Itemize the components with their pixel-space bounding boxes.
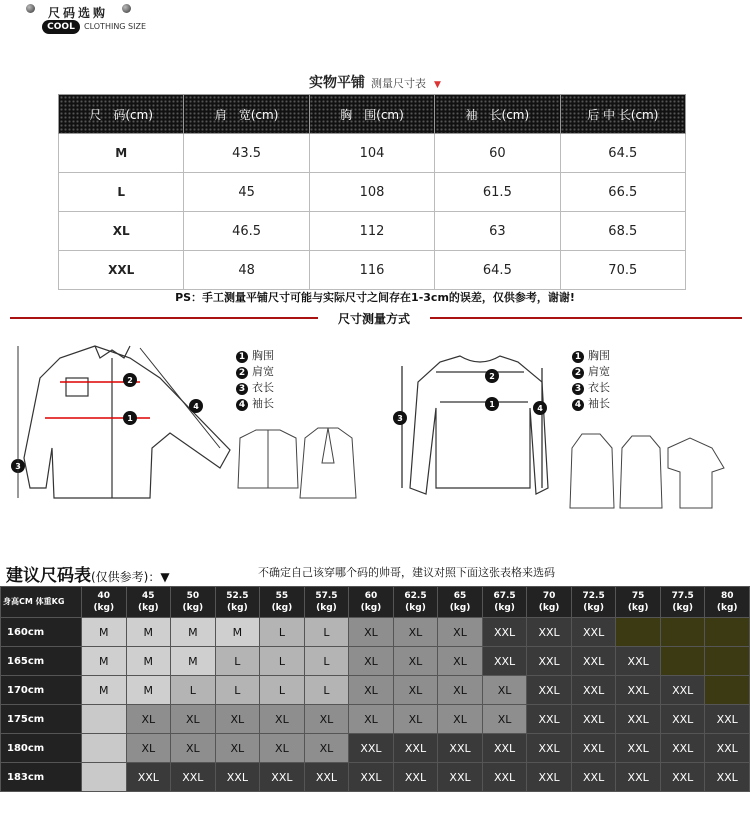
size-cell: M [126,676,171,705]
value-cell: 63 [435,212,560,251]
size-cell: L [260,676,305,705]
size-cell: XXL [482,763,527,792]
table-row [1,734,750,763]
cool-badge: COOL [42,20,80,34]
legend-label: 肩宽 [588,365,610,378]
marker-1-label: 1 [489,400,495,409]
size-cell: XL [59,212,184,251]
size-cell: XXL [705,763,750,792]
size-cell: XXL [260,763,305,792]
value-cell: 66.5 [560,173,685,212]
size-cell: XXL [527,647,572,676]
weight-header: 45 (kg) [126,587,171,618]
legend-label: 肩宽 [252,365,274,378]
size-cell [705,676,750,705]
size-cell: XL [126,734,171,763]
size-cell [660,647,705,676]
size-cell [82,763,127,792]
measure-method-title: 尺寸测量方式 [318,310,430,327]
table-row [1,705,750,734]
size-cell: XL [438,705,483,734]
size-cell: XXL [571,676,616,705]
value-cell: 64.5 [435,251,560,290]
size-cell: XL [349,676,394,705]
size-cell: XL [349,647,394,676]
table-row [59,212,686,251]
weight-header: 72.5 (kg) [571,587,616,618]
size-cell: L [215,676,260,705]
weight-header: 70 (kg) [527,587,572,618]
legend-label: 衣长 [588,381,610,394]
legend-item [236,396,274,412]
size-cell: M [126,647,171,676]
value-cell: 43.5 [184,134,309,173]
number-badge: 2 [572,367,584,379]
legend-right [572,348,610,412]
value-cell: 116 [309,251,434,290]
number-badge: 2 [236,367,248,379]
down-triangle-icon: ▼ [434,80,441,90]
weight-header: 62.5 (kg) [393,587,438,618]
flat-measure-title-text: 实物平铺 [309,75,366,91]
weight-header: 57.5 (kg) [304,587,349,618]
size-cell: XL [349,618,394,647]
size-cell: M [171,647,216,676]
marker-3-label: 3 [15,462,21,471]
size-cell: XXL [571,647,616,676]
weight-header: 77.5 (kg) [660,587,705,618]
size-cell: M [59,134,184,173]
bullet-icon [122,4,131,13]
marker-1-label: 1 [127,414,133,423]
recommend-table [0,586,750,792]
table-row [59,251,686,290]
size-cell: XXL [616,734,661,763]
legend-label: 袖长 [588,397,610,410]
size-cell: XL [482,676,527,705]
size-cell: L [215,647,260,676]
size-cell: XL [304,705,349,734]
size-cell: L [304,676,349,705]
height-cell: 160cm [1,618,82,647]
table-row [1,618,750,647]
weight-header: 52.5 (kg) [215,587,260,618]
size-cell: XL [482,705,527,734]
table-row [1,676,750,705]
size-cell: XXL [349,734,394,763]
weight-header: 50 (kg) [171,587,216,618]
number-badge: 1 [572,351,584,363]
recommend-note: (仅供参考)：▼ [91,570,170,584]
size-cell: XXL [571,618,616,647]
size-cell: XXL [527,734,572,763]
size-cell: XXL [660,676,705,705]
size-cell: XXL [527,618,572,647]
size-cell: XL [393,647,438,676]
legend-label: 衣长 [252,381,274,394]
size-cell: XXL [660,705,705,734]
weight-header: 40 (kg) [82,587,127,618]
number-badge: 3 [572,383,584,395]
size-cell: XXL [705,705,750,734]
marker-3-label: 3 [397,414,403,423]
recommend-title-text: 建议尺码表 [6,566,91,586]
legend-item [572,348,610,364]
size-cell: XXL [349,763,394,792]
cardigan-sketch [620,436,662,508]
size-cell [705,618,750,647]
size-cell [660,618,705,647]
size-cell: XXL [171,763,216,792]
size-cell: M [171,618,216,647]
tshirt-sketch [668,438,724,508]
value-cell: 64.5 [560,134,685,173]
value-cell: 46.5 [184,212,309,251]
size-cell: M [82,647,127,676]
size-cell: XL [215,705,260,734]
size-cell: XL [171,705,216,734]
number-badge: 4 [572,399,584,411]
size-cell: XXL [660,763,705,792]
column-header: 肩 宽(cm) [184,95,309,134]
marker-2-label: 2 [489,372,495,381]
marker-4-label: 4 [537,404,543,413]
size-cell: XXL [571,705,616,734]
size-cell: L [171,676,216,705]
value-cell: 60 [435,134,560,173]
flat-measure-title [0,72,750,92]
legend-left [236,348,274,412]
sweater-outline [410,356,548,494]
size-cell: XL [304,734,349,763]
ps-note: PS：手工测量平铺尺寸可能与实际尺寸之间存在1-3cm的误差，仅供参考，谢谢! [175,291,575,304]
size-cell: XXL [616,763,661,792]
size-cell: XXL [660,734,705,763]
column-header: 尺 码(cm) [59,95,184,134]
size-cell: XXL [438,763,483,792]
legend-item [572,380,610,396]
weight-header: 60 (kg) [349,587,394,618]
number-badge: 3 [236,383,248,395]
size-cell: XL [438,647,483,676]
size-cell [616,618,661,647]
hoodie-sketch [570,434,614,508]
value-cell: 45 [184,173,309,212]
measurement-table [58,94,686,290]
brand-header [26,4,166,36]
size-cell [82,734,127,763]
size-cell: XXL [527,676,572,705]
header-subtitle: CLOTHING SIZE [84,22,147,31]
size-cell: XXL [304,763,349,792]
size-cell: XL [393,618,438,647]
weight-header: 80 (kg) [705,587,750,618]
legend-item [236,364,274,380]
size-cell: L [260,647,305,676]
flat-measure-note: 测量尺寸表 [371,77,427,90]
size-cell: XL [260,705,305,734]
height-cell: 183cm [1,763,82,792]
size-cell: XXL [393,734,438,763]
size-cell: XL [215,734,260,763]
size-cell: M [215,618,260,647]
size-cell: XXL [393,763,438,792]
height-cell: 175cm [1,705,82,734]
weight-header: 67.5 (kg) [482,587,527,618]
legend-label: 胸围 [588,349,610,362]
legend-item [236,348,274,364]
size-cell: XXL [59,251,184,290]
size-cell: XXL [126,763,171,792]
value-cell: 61.5 [435,173,560,212]
size-cell: L [304,647,349,676]
size-cell [82,705,127,734]
column-header: 后 中 长(cm) [560,95,685,134]
marker-4-label: 4 [193,402,199,411]
weight-header: 55 (kg) [260,587,305,618]
column-header: 胸 围(cm) [309,95,434,134]
size-cell: XXL [705,734,750,763]
value-cell: 48 [184,251,309,290]
size-cell: XXL [438,734,483,763]
height-cell: 165cm [1,647,82,676]
recommend-title [6,561,170,586]
size-cell: XXL [571,763,616,792]
table-row [59,173,686,212]
size-cell: M [82,676,127,705]
marker-2-label: 2 [127,376,133,385]
size-cell: XXL [616,676,661,705]
size-cell: XXL [571,734,616,763]
value-cell: 68.5 [560,212,685,251]
size-cell: XXL [527,763,572,792]
size-cell: XXL [215,763,260,792]
size-cell: XL [126,705,171,734]
size-cell [705,647,750,676]
table-row [1,647,750,676]
height-cell: 170cm [1,676,82,705]
legend-label: 袖长 [252,397,274,410]
size-cell: XL [393,705,438,734]
legend-item [572,396,610,412]
size-cell: XXL [527,705,572,734]
header-title: 尺码选购 [48,6,109,20]
size-cell: XL [171,734,216,763]
size-cell: XL [438,676,483,705]
value-cell: 104 [309,134,434,173]
legend-item [572,364,610,380]
size-cell: XXL [482,734,527,763]
size-cell: XXL [482,618,527,647]
size-cell: L [304,618,349,647]
size-cell: L [260,618,305,647]
size-cell: XL [260,734,305,763]
size-cell: XL [393,676,438,705]
value-cell: 112 [309,212,434,251]
value-cell: 70.5 [560,251,685,290]
height-cell: 180cm [1,734,82,763]
corner-header: 身高CM 体重KG [1,587,82,618]
weight-header: 75 (kg) [616,587,661,618]
size-cell: M [82,618,127,647]
size-cell: M [126,618,171,647]
recommend-hint: 不确定自己该穿哪个码的帅哥，建议对照下面这张表格来选码 [258,566,555,579]
size-cell: XXL [616,705,661,734]
column-header: 袖 长(cm) [435,95,560,134]
size-cell: XXL [616,647,661,676]
table-row [59,134,686,173]
legend-label: 胸围 [252,349,274,362]
garment-illustrations [0,338,750,528]
legend-item [236,380,274,396]
weight-header: 65 (kg) [438,587,483,618]
size-cell: L [59,173,184,212]
size-cell: XL [349,705,394,734]
number-badge: 1 [236,351,248,363]
number-badge: 4 [236,399,248,411]
value-cell: 108 [309,173,434,212]
bullet-icon [26,4,35,13]
size-cell: XXL [482,647,527,676]
size-cell: XL [438,618,483,647]
table-row [1,763,750,792]
